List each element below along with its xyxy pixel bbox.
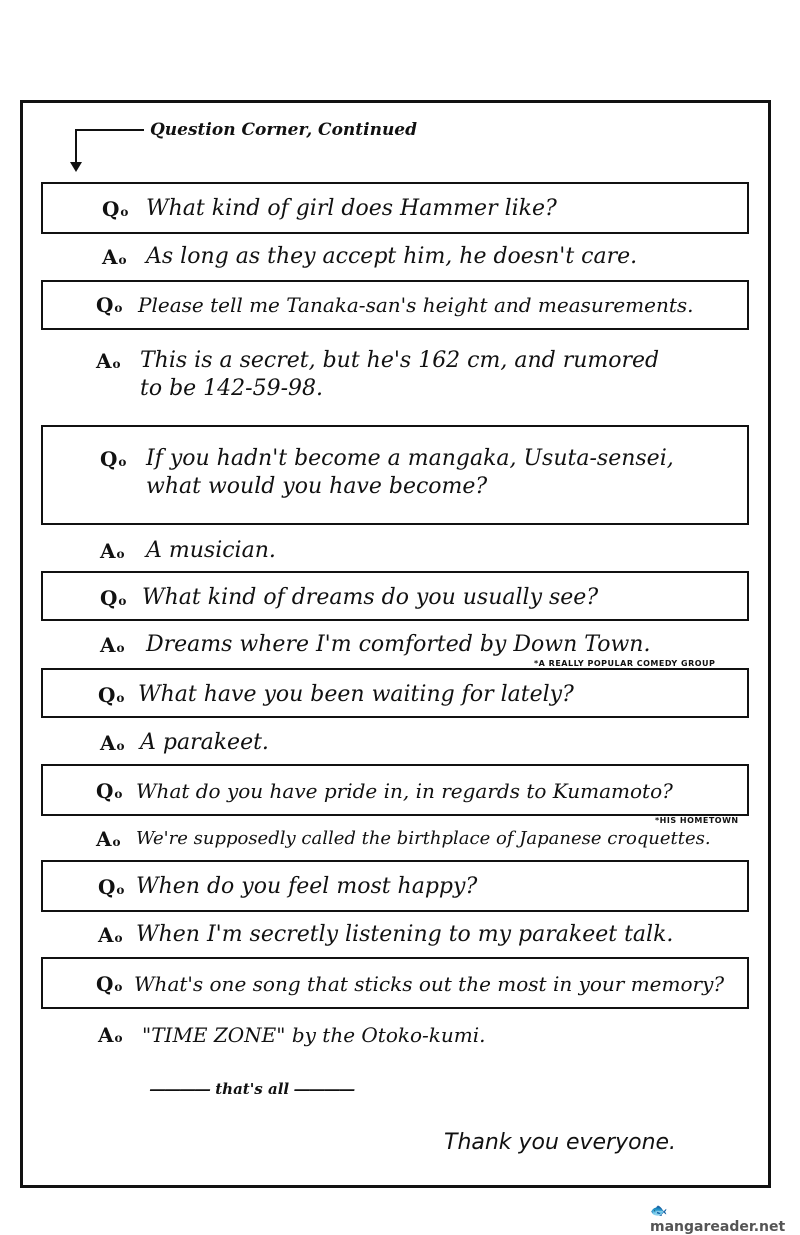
answer-text: This is a secret, but he's 162 cm, and rumored [140, 348, 660, 373]
question-mark: Qo [100, 586, 127, 610]
question-text: What kind of girl does Hammer like? [146, 196, 557, 221]
answer-text: We're supposedly called the birthplace of Japanese croquettes. [136, 828, 711, 849]
answer-mark: Ao [98, 923, 123, 947]
thats-all-text: that's all [215, 1080, 290, 1098]
question-text-continued: what would you have become? [146, 474, 488, 499]
question-mark: Qo [96, 293, 123, 317]
question-mark: Qo [98, 875, 125, 899]
question-text: If you hadn't become a mangaka, Usuta-sensei, [146, 446, 674, 471]
answer-text: A parakeet. [140, 730, 269, 755]
question-text: What kind of dreams do you usually see? [142, 585, 599, 610]
question-mark: Qo [100, 447, 127, 471]
answer-text: A musician. [146, 538, 276, 563]
divider-left: ―――― [150, 1080, 210, 1098]
footnote: *HIS HOMETOWN [655, 816, 739, 825]
question-mark: Qo [102, 197, 129, 221]
thanks-text: Thank you everyone. [444, 1130, 677, 1155]
answer-mark: Ao [100, 731, 125, 755]
answer-text: As long as they accept him, he doesn't care. [146, 244, 638, 269]
answer-mark: Ao [98, 1023, 123, 1047]
fish-icon: 🐟 [650, 1203, 668, 1219]
question-mark: Qo [96, 972, 123, 996]
question-mark: Qo [98, 683, 125, 707]
answer-text: "TIME ZONE" by the Otoko-kumi. [142, 1023, 486, 1047]
answer-text-continued: to be 142-59-98. [140, 376, 324, 401]
answer-mark: Ao [100, 539, 125, 563]
answer-mark: Ao [96, 349, 121, 373]
question-text: What do you have pride in, in regards to Kumamoto? [136, 779, 673, 803]
thats-all-line [150, 1080, 354, 1098]
answer-text: Dreams where I'm comforted by Down Town. [146, 632, 651, 657]
watermark [650, 1203, 800, 1235]
answer-mark: Ao [102, 245, 127, 269]
question-text: When do you feel most happy? [136, 874, 478, 899]
divider-right: ―――― [294, 1080, 355, 1098]
watermark-text: mangareader.net [650, 1219, 786, 1235]
question-mark: Qo [96, 779, 123, 803]
question-text: What have you been waiting for lately? [138, 682, 574, 707]
answer-mark: Ao [96, 827, 121, 851]
footnote: *A REALLY POPULAR COMEDY GROUP [534, 659, 716, 668]
answer-text: When I'm secretly listening to my parakeet talk. [136, 922, 674, 947]
page-title: Question Corner, Continued [150, 120, 418, 140]
question-text: What's one song that sticks out the most in your memory? [134, 972, 725, 996]
answer-mark: Ao [100, 633, 125, 657]
question-text: Please tell me Tanaka-san's height and measurements. [138, 293, 694, 317]
down-arrow-icon [66, 124, 146, 174]
